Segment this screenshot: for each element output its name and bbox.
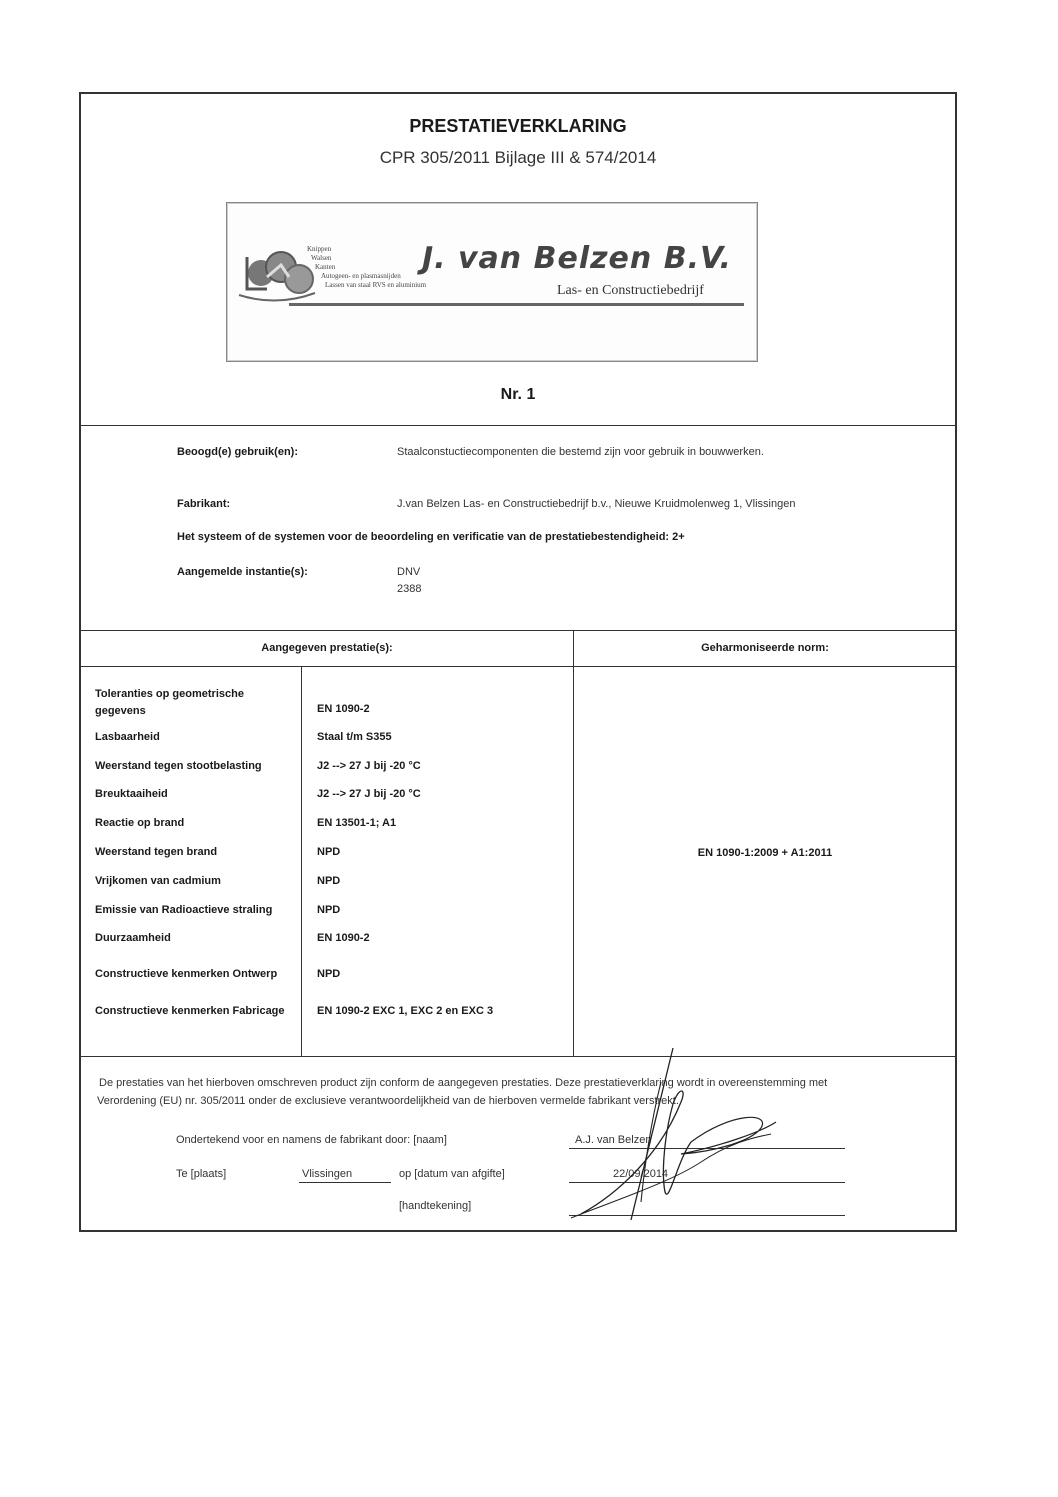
signed-by-label: Ondertekend voor en namens de fabrikant door: [naam]: [176, 1134, 447, 1146]
table-row-value: NPD: [317, 846, 341, 858]
table-row-value: NPD: [317, 904, 341, 916]
place-label: Te [plaats]: [176, 1168, 227, 1180]
table-row-value: J2 --> 27 J bij -20 °C: [317, 788, 421, 800]
logo-underline: [289, 303, 744, 306]
manufacturer-label: Fabrikant:: [177, 498, 231, 510]
statement-line-2: Verordening (EU) nr. 305/2011 onder de exclusieve verantwoordelijkheid van de hierboven vermelde fabrikant verstrekt.: [97, 1095, 679, 1107]
intended-use-label: Beoogd(e) gebruik(en):: [177, 446, 298, 458]
table-inner-divider: [301, 666, 302, 1056]
document-subtitle: CPR 305/2011 Bijlage III & 574/2014: [379, 148, 657, 167]
logo-service-2: Walsen: [311, 254, 332, 262]
table-header-performance: Aangegeven prestatie(s):: [261, 642, 393, 654]
table-row-value: NPD: [317, 968, 341, 980]
declaration-number: Nr. 1: [500, 386, 536, 403]
table-row-value: EN 1090-2: [317, 703, 370, 715]
table-row-value: EN 13501-1; A1: [317, 817, 397, 829]
table-row-value: NPD: [317, 875, 341, 887]
notified-body-number: 2388: [397, 583, 422, 595]
table-row-property: Toleranties op geometrische gegevens: [95, 688, 244, 717]
table-row-property: Weerstand tegen brand: [95, 846, 218, 858]
notified-body-name: DNV: [397, 566, 421, 578]
table-row-property: Breuktaaiheid: [95, 788, 168, 800]
document-title: PRESTATIEVERKLARING: [409, 116, 627, 136]
notified-body-label: Aangemelde instantie(s):: [177, 566, 308, 578]
table-row-property: Constructieve kenmerken Ontwerp: [95, 968, 278, 980]
divider-table-header: [81, 666, 955, 667]
logo-brand-name: J. van Belzen B.V.: [422, 241, 732, 276]
table-row-property: Vrijkomen van cadmium: [95, 875, 221, 887]
handwritten-signature: [561, 1042, 791, 1222]
table-row-property: Duurzaamheid: [95, 932, 171, 944]
table-row-value: EN 1090-2 EXC 1, EXC 2 en EXC 3: [317, 1005, 494, 1017]
divider-table-bottom: [81, 1056, 955, 1057]
assessment-system-line: Het systeem of de systemen voor de beoordeling en verificatie van de prestatiebestendigheid: 2+: [177, 531, 685, 543]
intended-use-value: Staalconstuctiecomponenten die bestemd zijn voor gebruik in bouwwerken.: [397, 446, 764, 458]
table-header-norm: Geharmoniseerde norm:: [701, 642, 829, 654]
table-row-value: EN 1090-2: [317, 932, 370, 944]
company-logo: [226, 202, 758, 362]
table-row-property: Weerstand tegen stootbelasting: [95, 760, 262, 772]
declaration-sheet: [79, 92, 957, 1232]
logo-service-4: Autogeen- en plasmasnijden: [321, 272, 401, 280]
date-value: 22/09/2014: [613, 1168, 669, 1180]
table-column-divider: [573, 630, 574, 1056]
statement-line-1: De prestaties van het hierboven omschreven product zijn conform de aangegeven prestaties. Deze prestatieverklaring wordt in overeenstemming met: [99, 1077, 828, 1089]
manufacturer-value: J.van Belzen Las- en Constructiebedrijf b.v., Nieuwe Kruidmolenweg 1, Vlissingen: [397, 498, 796, 510]
signatory-name: A.J. van Belzen: [575, 1134, 652, 1146]
table-row-property: Emissie van Radioactieve straling: [95, 904, 273, 916]
harmonised-norm-value: EN 1090-1:2009 + A1:2011: [697, 847, 833, 859]
table-row-property: Reactie op brand: [95, 817, 185, 829]
logo-service-3: Kanten: [315, 263, 336, 271]
divider-header: [81, 425, 955, 426]
logo-service-1: Knippen: [307, 245, 332, 253]
place-underline: [299, 1182, 391, 1183]
table-row-property: Constructieve kenmerken Fabricage: [95, 1005, 285, 1017]
logo-subline: Las- en Constructiebedrijf: [557, 283, 704, 298]
table-row-property: Lasbaarheid: [95, 731, 160, 743]
logo-service-5: Lassen van staal RVS en aluminium: [325, 281, 427, 289]
date-label: op [datum van afgifte]: [399, 1168, 505, 1180]
table-row-value: Staal t/m S355: [317, 731, 392, 743]
signature-label: [handtekening]: [399, 1200, 472, 1212]
table-row-value: J2 --> 27 J bij -20 °C: [317, 760, 421, 772]
place-value: Vlissingen: [302, 1168, 353, 1180]
logo-emblem-icon: [237, 237, 317, 307]
divider-table-top: [81, 630, 955, 631]
